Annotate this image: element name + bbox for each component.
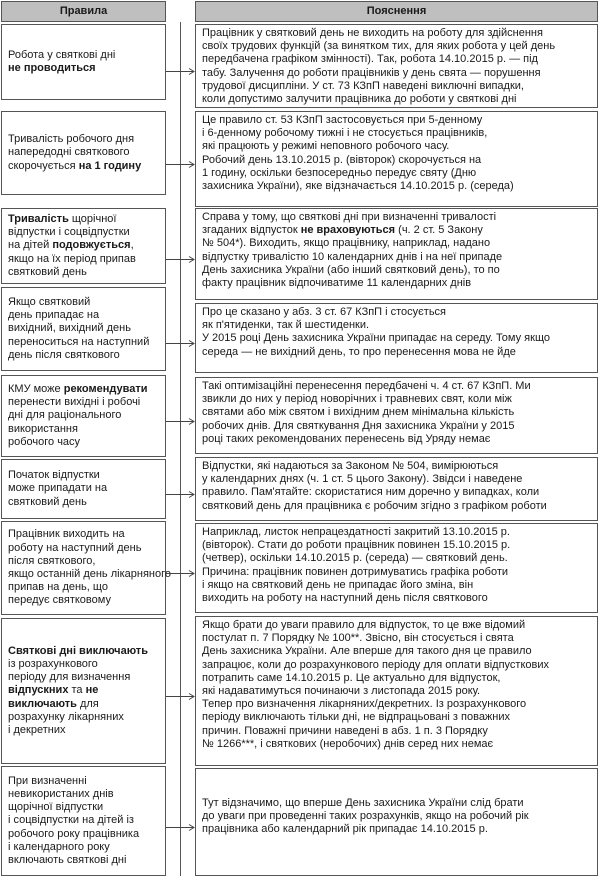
text-line [202,237,593,250]
text-line: періоду виключають тільки дні, не відпрацьовані з поважних [202,711,511,724]
text-line: Наприклад, листок непрацездатності закритий 13.10.2015 р. [202,526,510,538]
text-segment: (ч. 2 ст. 5 Закону [395,224,483,237]
text-segment: святковий день [8,495,87,508]
rule-cell [1,287,166,371]
text-line [8,469,107,482]
text-segment: якщо на їх період припав [8,252,136,265]
text-line [8,383,148,396]
text-line [8,253,136,266]
explanation-cell [195,24,598,108]
arrow-connector-icon [166,569,195,578]
text-line [8,160,141,173]
arrow-connector-icon [166,67,195,76]
bold-text: виключають [8,697,77,710]
text-line [8,658,148,671]
text-line [8,133,141,146]
text-segment: , [130,239,134,252]
text-line [8,309,149,322]
text-line [8,698,148,711]
explanation-cell [195,111,598,207]
bold-text: подовжується [52,239,131,252]
text-line [8,226,136,239]
text-line: правило. Пам'ятайте: скористатися ним доречно у випадках, коли [202,486,540,499]
text-line [8,814,139,827]
text-segment: і соцвідпустки на дітей із [8,814,134,827]
text-segment: на дітей [8,239,53,252]
text-line: Причина: працівник повинен дотримуватись графіка роботи [202,565,509,578]
text-segment: відпустку тривалістю 10 календарних днів і на неї припаде [202,250,503,263]
text-line: своїх трудових функцій (за винятком тих, для яких робота у цей день [202,40,556,53]
text-line: потрапить саме 14.10.2015 р. Це актуально для відпусток, [202,671,501,684]
text-segment: День захисника України (або інший святковий день), то по [202,263,500,276]
header-rules: Правила [1,1,166,22]
text-line [8,349,149,362]
text-line: коли допустимо залучити працівника до роботи у святкові дні [202,93,517,106]
text-segment: із розрахункового [8,657,98,670]
text-segment: № 504*). Виходить, якщо працівнику, наприклад, надано [202,237,491,250]
explanation-cell [195,768,598,876]
text-line: запрацює, коли до розрахункового періоду для оплати відпусткових [202,658,550,671]
text-line [8,684,148,697]
bold-text: Тривалість [8,212,69,225]
bold-text: не враховуються [300,224,396,237]
text-segment: Початок відпустки [8,469,100,482]
explanation-cell [195,303,598,373]
text-line: році таких рекомендованих перенесень від Уряду немає [202,432,491,445]
text-line: передбачена графіком змінності). Так, робота 14.10.2015 р. — під [202,53,538,66]
text-line [8,542,171,555]
text-line: як п'ятиденки, так й шестиденки. [202,319,370,332]
text-segment: день припадає на [8,309,100,322]
explanation-cell [195,616,598,766]
text-line [202,277,593,290]
text-segment: день після святкового [8,348,120,361]
text-line: Тепер про визначення лікарняних/декретних. Із розрахункового [202,698,527,711]
text-segment: щорічної [68,212,117,225]
rule-cell [1,459,166,519]
text-line [8,423,148,436]
text-segment: та [68,684,86,697]
text-line [8,239,136,252]
arrow-connector-icon [166,823,195,832]
text-line [8,581,171,594]
bold-text: не [85,684,99,697]
text-line [8,711,148,724]
text-line [8,146,141,159]
text-line [8,336,149,349]
text-segment: припав на день, що [8,581,108,594]
rule-cell [1,521,171,615]
text-line [8,266,136,279]
text-line: (четвер), оскільки 14.10.2015 р. (середа) — святковий день. [202,552,508,565]
text-line: трудової дисципліни. У ст. 73 КЗпП наведені виключні випадки, [202,79,524,92]
text-segment: Тривалість робочого дня [8,133,135,146]
text-segment: і календарного року [8,840,110,853]
text-line: 1 годину, оскільки безпосередньо передує святу (Дню [202,166,477,179]
text-line: робочих днів. Для святкування Дня захисника України у 2015 [202,419,515,432]
arrow-connector-icon [166,160,195,169]
text-segment: факту працівник відпочиватиме 11 календарних днів [202,277,472,290]
text-line [8,482,107,495]
text-line: Працівник у святковий день не виходить на роботу для здійснення [202,27,543,39]
text-line [8,854,139,867]
text-line [8,528,171,541]
text-segment: переноситься на наступний [8,335,150,348]
text-line [8,724,148,737]
text-segment: розрахунку лікарняних [8,710,124,723]
text-segment: вихідний, вихідний день [8,322,131,335]
text-line [8,49,115,62]
text-segment: Якщо святковий [8,295,91,308]
text-line: у календарних днях (ч. 1 ст. 5 цього Закону). Звідси і наведене [202,473,523,486]
text-line: середа — не вихідний день, то про перенесення мова не йде [202,345,516,358]
text-segment: періоду для визначення [8,671,131,684]
arrow-connector-icon [166,339,195,348]
text-line [8,594,171,607]
text-line: звикли до них у період новорічних і травневих свят, коли між [202,393,512,406]
text-line [8,296,149,309]
text-segment: роботу на наступний день [8,541,142,554]
text-segment: згаданих відпусток [202,224,301,237]
text-segment: після святкового, [8,554,96,567]
text-line [202,224,593,237]
text-line [202,251,593,264]
text-segment: відпустки і соцвідпустки [8,226,130,239]
text-line [202,211,593,224]
bold-text: рекомендувати [63,382,148,395]
rule-cell [1,208,166,284]
text-segment: святковий день [8,265,87,278]
text-segment: передує святковому [8,594,111,607]
text-segment: може припадати на [8,482,108,495]
rule-cell [1,375,166,457]
explanation-cell [195,457,598,521]
text-line: захисника України), яке відзначається 14.10.2015 р. (середа) [202,180,514,193]
text-line: (вівторок). Стати до роботи працівник повинен 15.10.2015 р. [202,539,511,552]
text-line: виходить на роботу на наступний день після святкового [202,592,488,605]
text-line: святами або між святом і вихідним днем мінімальна кількість [202,406,515,419]
rule-cell [1,24,166,100]
rule-cell [1,766,166,876]
text-segment: дні для раціонального [8,409,122,422]
text-line [8,213,136,226]
text-line: і 6-денному робочому тижні і не стосується працівників, [202,127,488,140]
text-segment: перенести вихідні і робочі [8,396,141,409]
text-line: працівника або календарний рік припадає 14.10.2015 р. [202,823,488,836]
text-line [8,775,139,788]
text-line: які працюють у режимі неповного робочого часу. [202,140,450,153]
text-line: № 1266***, і святкових (неробочих) днів серед них немає [202,737,494,750]
bold-text: Святкові дні виключають [8,644,148,657]
text-line: Це правило ст. 53 КЗпП застосовується при 5-денному [202,114,483,126]
text-line [8,496,107,509]
bold-text: не проводиться [8,62,96,74]
text-line [8,645,148,658]
text-line [8,322,149,335]
explanation-cell [195,208,598,300]
text-line: причин. Поважні причини наведені в абз. 1 п. 3 Порядку [202,724,488,737]
text-line: постулат п. 7 Порядку № 100**. Звісно, він стосується і свята [202,632,514,645]
text-segment: робочого часу [8,435,81,448]
text-line: святковий день для працівника є робочим згідно з графіком роботи [202,499,547,512]
text-line [202,264,593,277]
text-segment: Справа у тому, що святкові дні при визначенні тривалості [202,211,497,223]
text-segment: Робота у святкові дні [8,48,116,61]
text-segment: використання [8,422,78,435]
text-line: Про це сказано у абз. 3 ст. 67 КЗпП і стосується [202,306,447,318]
arrow-connector-icon [166,692,195,701]
text-line: День захисника України. Але вперше для такого дня це правило [202,645,532,658]
text-line [8,828,139,841]
text-line: У 2015 році День захисника України припадає на середу. Тому якщо [202,332,550,345]
bold-text: на 1 годину [78,159,142,172]
text-line [8,555,171,568]
text-segment: і декретних [8,724,66,736]
text-line: Відпустки, які надаються за Законом № 504, вимірюються [202,460,499,472]
text-line: Такі оптимізаційні перенесення передбачені ч. 4 ст. 67 КЗпП. Ми [202,380,531,392]
text-segment: Працівник виходить на [8,528,125,541]
text-segment: КМУ може [8,382,64,395]
text-line: табу. Залучення до роботи працівників у день свята — порушення [202,66,541,79]
text-line [8,801,139,814]
arrow-connector-icon [166,417,195,426]
explanation-cell [195,377,598,454]
text-segment: для [76,697,99,710]
text-line: Робочий день 13.10.2015 р. (вівторок) скорочується на [202,153,482,166]
text-segment: скорочується [8,159,79,172]
rule-cell [1,618,166,764]
text-line [8,396,148,409]
text-line [8,568,171,581]
text-segment: включають святкові дні [8,854,127,866]
text-line: Якщо брати до уваги правило для відпусток, то це вже відомий [202,619,526,631]
text-line: які надаватимуться починаючи з листопада 2015 року. [202,685,481,698]
rule-cell [1,111,166,195]
text-line [8,436,148,449]
text-line [8,671,148,684]
connector-spine [180,22,181,876]
text-line: і якщо на святковий день не припадає його зміна, він [202,578,474,591]
explanation-cell [195,523,598,613]
text-segment: напередодні святкового [8,146,130,159]
text-line [8,409,148,422]
arrow-connector-icon [166,255,195,264]
text-segment: При визначенні [8,774,87,787]
text-line [8,841,139,854]
text-line: до уваги при проведенні таких розрахунків, якщо на робочий рік [202,810,529,823]
text-line: Тут відзначимо, що вперше День захисника України слід брати [202,797,524,809]
text-segment: невикористаних днів [8,787,114,800]
text-segment: якщо останній день лікарняного [8,568,171,580]
bold-text: відпускних [8,684,69,697]
text-segment: щорічної відпустки [8,801,104,814]
header-explanation: Пояснення [195,1,598,22]
text-line [8,62,115,75]
text-segment: робочого року працівника [8,827,140,840]
text-line [8,788,139,801]
arrow-connector-icon [166,490,195,499]
